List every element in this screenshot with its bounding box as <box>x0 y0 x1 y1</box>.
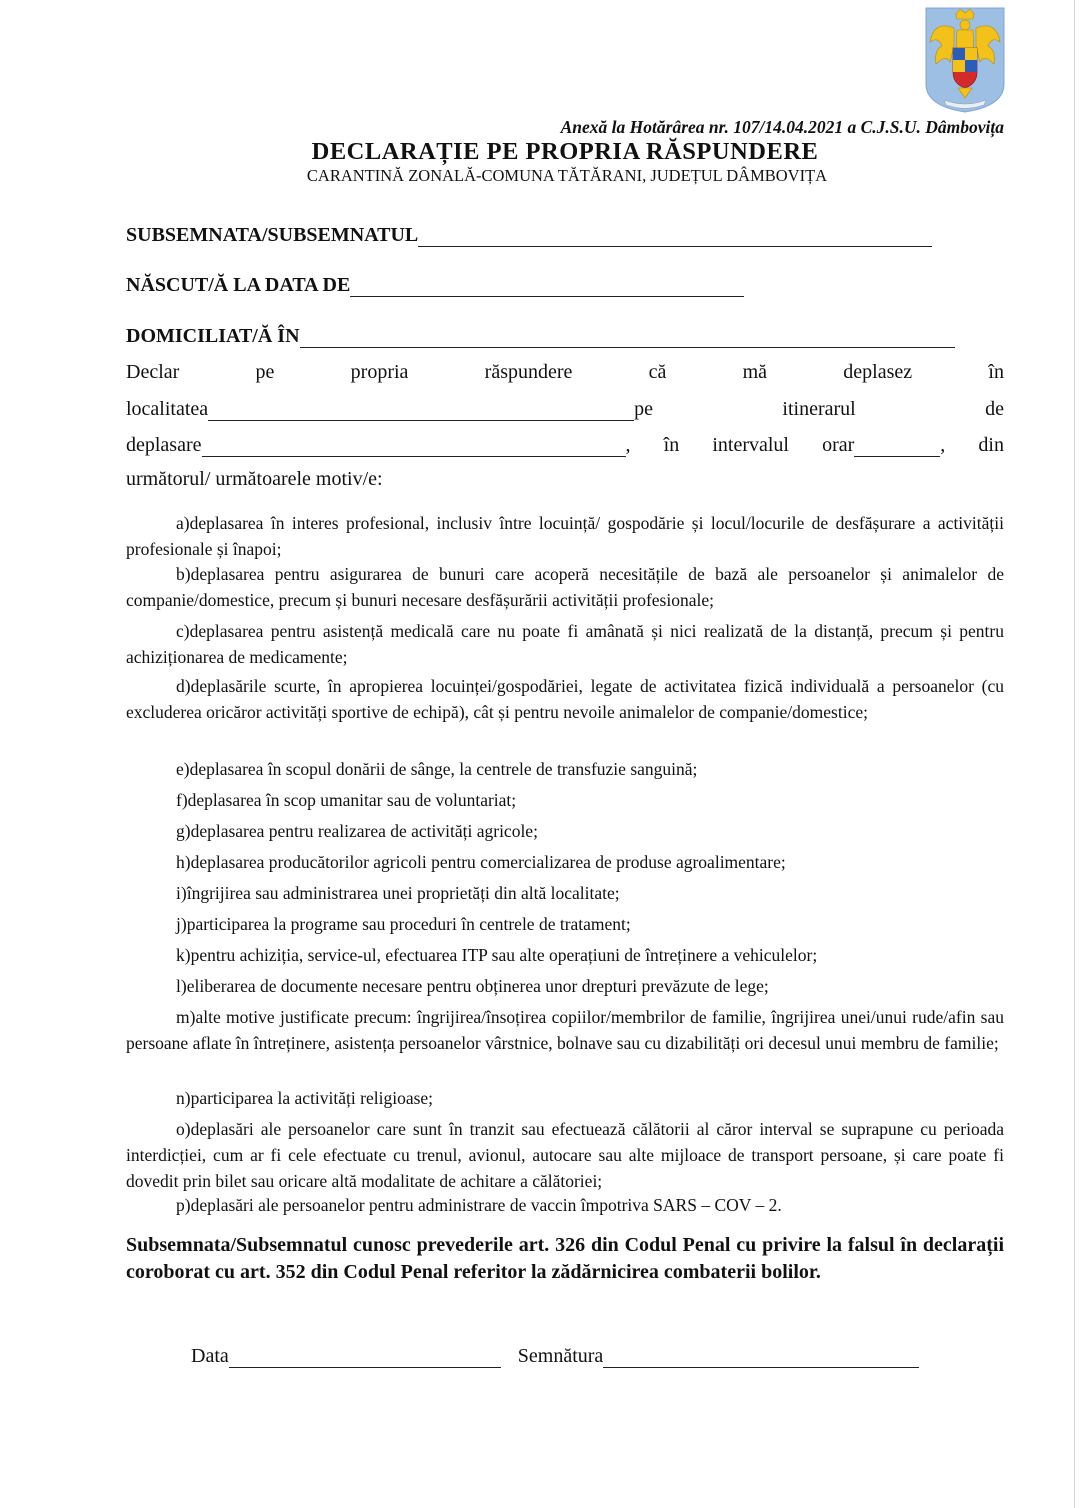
reason-letter: h) <box>176 852 191 872</box>
declaration-word: Declar <box>126 361 180 383</box>
reason-item[interactable] <box>126 756 1004 782</box>
name-field-row <box>126 221 932 247</box>
reason-item[interactable] <box>126 673 1004 725</box>
birth-field-row <box>126 271 744 297</box>
route-blank[interactable] <box>202 438 626 457</box>
comma: , <box>940 434 946 456</box>
reason-item[interactable] <box>126 880 1004 906</box>
scan-edge-line <box>1074 0 1075 1508</box>
reason-text: deplasări ale persoanelor pentru administrare de vaccin împotriva SARS – COV – 2. <box>190 1195 782 1215</box>
reason-item[interactable] <box>126 787 1004 813</box>
reason-item[interactable] <box>126 818 1004 844</box>
reason-text: eliberarea de documente necesare pentru obținerea unor drepturi prevăzute de lege; <box>186 976 769 996</box>
declaration-line-2 <box>126 393 1004 421</box>
document-title: DECLARAȚIE PE PROPRIA RĂSPUNDERE <box>311 138 819 165</box>
reason-text: deplasări ale persoanelor care sunt în tranzit sau efectuează călătorii al căror interval se suprapune cu perioada interdicției, cum ar fi cele efectuate cu trenul, avionul, autocare sau alte mijloace de transport persoane, și care poate fi dovedit prin bilet sau oricare altă modalitate de achitare a călătoriei; <box>126 1119 1004 1191</box>
time-label: orar <box>822 434 855 456</box>
document-subtitle: CARANTINĂ ZONALĂ-COMUNA TĂTĂRANI, JUDEȚUL DÂMBOVIȚA <box>306 166 828 185</box>
declaration-word: pe <box>255 361 275 383</box>
time-group <box>822 434 945 457</box>
route-label: itinerarul <box>782 398 856 420</box>
reason-item[interactable] <box>126 942 1004 968</box>
date-blank[interactable] <box>229 1347 501 1368</box>
interval-in: în <box>663 434 680 456</box>
reason-letter: i) <box>176 883 187 903</box>
reason-item[interactable] <box>126 1116 1004 1194</box>
declaration-word: că <box>648 361 667 383</box>
reason-item[interactable] <box>126 1085 1004 1111</box>
penal-code-warning: Subsemnata/Subsemnatul cunosc prevederile art. 326 din Codul Penal cu privire la falsul în declarații coroborat cu art. 352 din Codul Penal referitor la zădărnicirea combaterii bolilor. <box>126 1234 1004 1283</box>
reason-item[interactable] <box>126 561 1004 613</box>
reason-text: îngrijirea sau administrarea unei proprietăți din altă localitate; <box>186 883 620 903</box>
birth-field-label: NĂSCUT/Ă LA DATA DE <box>126 274 351 296</box>
reason-item[interactable] <box>126 849 1004 875</box>
reason-text: deplasarea pentru asigurarea de bunuri care acoperă necesitățile de bază ale persoanelor și animalelor de companie/domestice, precum și bunuri necesare desfășurării activității profesionale; <box>126 564 1004 610</box>
reason-text: deplasările scurte, în apropierea locuinței/gospodăriei, legate de activitatea fizică individuală a persoanelor (cu excluderea oricăror activități sportive de echipă), cât și pentru nevoile animalelor de companie/domestice; <box>126 676 1004 722</box>
reason-letter: n) <box>176 1088 191 1108</box>
reason-text: deplasarea pentru asistență medicală care nu poate fi amânată și nici realizată de la distanță, precum și pentru achiziționarea de medicamente; <box>126 621 1004 667</box>
from-label: din <box>978 434 1004 456</box>
declaration-line-1 <box>126 356 1004 384</box>
reason-text: deplasarea în scopul donării de sânge, la centrele de transfuzie sanguină; <box>189 759 698 779</box>
reason-letter: f) <box>176 790 188 810</box>
reason-item[interactable] <box>126 973 1004 999</box>
reason-letter: a) <box>176 513 190 533</box>
reason-text: deplasarea în scop umanitar sau de voluntariat; <box>187 790 517 810</box>
reason-letter: k) <box>176 945 191 965</box>
reason-letter: j) <box>176 914 187 934</box>
address-field-label: DOMICILIAT/Ă ÎN <box>126 325 300 347</box>
route-group <box>126 434 631 457</box>
reason-letter: o) <box>176 1119 191 1139</box>
locality-blank[interactable] <box>208 402 634 421</box>
birth-date-blank[interactable] <box>350 276 744 297</box>
reason-text: participarea la activități religioase; <box>190 1088 434 1108</box>
signature-blank[interactable] <box>603 1347 919 1368</box>
route-pe: pe <box>634 398 654 420</box>
reasons-intro: următorul/ următoarele motiv/e: <box>126 468 383 490</box>
address-blank[interactable] <box>300 327 955 348</box>
reason-item[interactable] <box>126 618 1004 670</box>
route-continuation: deplasare <box>126 434 202 456</box>
route-de: de <box>985 398 1004 420</box>
reason-letter: b) <box>176 564 191 584</box>
locality-label: localitatea <box>126 398 209 420</box>
declaration-word: în <box>988 361 1004 383</box>
reason-text: deplasarea în interes profesional, inclusiv între locuință/ gospodărie și locul/locurile de desfășurare a activității profesionale și înapoi; <box>126 513 1004 559</box>
reason-text: participarea la programe sau proceduri în centrele de tratament; <box>186 914 631 934</box>
declaration-word: răspundere <box>484 361 573 383</box>
signature-row <box>191 1338 919 1368</box>
reason-letter: d) <box>176 676 191 696</box>
signature-label: Semnătura <box>517 1345 604 1367</box>
declaration-line-3 <box>126 429 1004 457</box>
declaration-word: deplasez <box>843 361 913 383</box>
reason-item[interactable] <box>126 911 1004 937</box>
time-interval-blank[interactable] <box>854 438 940 457</box>
reason-item[interactable] <box>126 510 1004 562</box>
reason-letter: c) <box>176 621 190 641</box>
comma: , <box>625 434 631 456</box>
name-blank[interactable] <box>418 226 932 247</box>
address-field-row <box>126 322 955 348</box>
reason-letter: e) <box>176 759 190 779</box>
reason-text: deplasarea producătorilor agricoli pentru comercializarea de produse agroalimentare; <box>190 852 786 872</box>
reason-text: alte motive justificate precum: îngrijirea/însoțirea copiilor/membrilor de familie, îngrijirea unei/unui rude/afin sau persoane aflate în întreținere, asistența persoanelor vârstnice, bolnave sau cu dizabilități ori decesul unui membru de familie; <box>126 1007 1004 1053</box>
name-field-label: SUBSEMNATA/SUBSEMNATUL <box>126 224 419 246</box>
date-label: Data <box>191 1345 229 1367</box>
coat-of-arms-icon <box>924 6 1006 114</box>
reason-letter: m) <box>176 1007 196 1027</box>
reason-letter: p) <box>176 1195 191 1215</box>
locality-group <box>126 398 653 421</box>
interval-label: intervalul <box>712 434 789 456</box>
reason-letter: g) <box>176 821 191 841</box>
annex-reference: Anexă la Hotărârea nr. 107/14.04.2021 a C.J.S.U. Dâmbovița <box>560 117 1004 137</box>
declaration-word: mă <box>742 361 768 383</box>
reason-item[interactable] <box>126 1004 1004 1056</box>
declaration-word: propria <box>350 361 409 383</box>
reason-text: pentru achiziția, service-ul, efectuarea ITP sau alte operațiuni de întreținere a vehiculelor; <box>190 945 818 965</box>
reason-letter: l) <box>176 976 187 996</box>
reason-item[interactable] <box>126 1192 1004 1218</box>
reason-text: deplasarea pentru realizarea de activități agricole; <box>190 821 538 841</box>
